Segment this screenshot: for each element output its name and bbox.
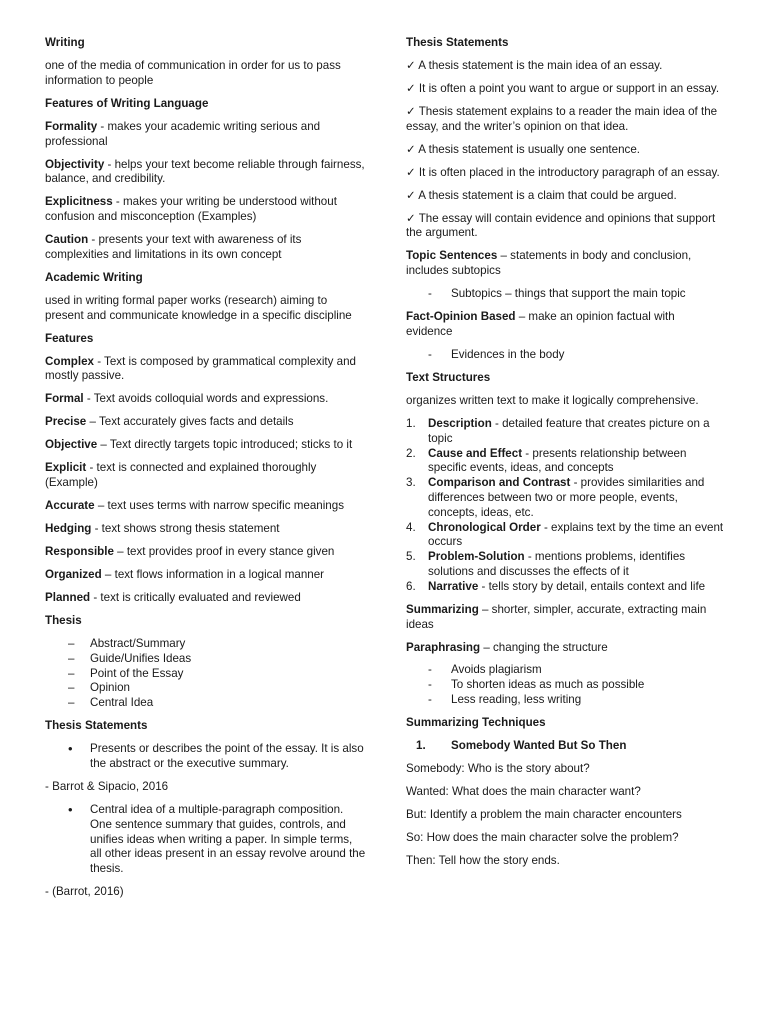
thesis-statement-bullet-2 <box>45 803 367 877</box>
feature-responsible <box>45 545 367 560</box>
summarizing <box>406 603 724 633</box>
list-item <box>406 520 724 551</box>
check-item: ✓ It is often a point you want to argue or support in an essay. <box>406 81 720 95</box>
thesis-statement-bullet-1 <box>45 742 367 772</box>
item-number: 2. <box>406 446 416 460</box>
term: Explicitness <box>45 195 113 209</box>
desc: – shorter, simpler, accurate, extracting main ideas <box>406 602 707 631</box>
academic-writing-definition: used in writing formal paper works (research) aiming to present and communicate knowledge in a specific discipline <box>45 293 352 322</box>
item-number: 6. <box>406 579 416 593</box>
desc: – text flows information in a logical manner <box>101 568 325 582</box>
term: Objectivity <box>45 157 105 171</box>
desc: - mentions problems, identifies solutions and discusses the effects of it <box>428 550 686 578</box>
list-item: - Avoids plagiarism <box>451 663 724 678</box>
paraphrasing-list <box>406 663 724 707</box>
text-structures-list <box>406 417 724 595</box>
list-item: • Central idea of a multiple-paragraph composition. One sentence summary that guides, controls, and unifies ideas when writing a paper. In simple terms, all other ideas present in an essay revolve around the thesis. <box>90 803 367 877</box>
list-item: – Guide/Unifies Ideas <box>90 652 367 667</box>
desc: – Text directly targets topic introduced; sticks to it <box>97 438 353 452</box>
feature-precise <box>45 415 367 430</box>
term: Formality <box>45 119 98 133</box>
list-item <box>406 550 724 580</box>
item-number: 3. <box>406 476 416 490</box>
term: Chronological Order <box>428 520 541 534</box>
desc: - presents relationship between specific events, ideas, and concepts <box>428 446 687 475</box>
term: Summarizing <box>406 602 479 616</box>
desc: – statements in body and conclusion, includes subtopics <box>406 249 692 278</box>
right-column <box>406 36 724 877</box>
list-item <box>406 416 724 447</box>
writing-definition: one of the media of communication in order for us to pass information to people <box>45 58 341 87</box>
term: Caution <box>45 233 89 247</box>
feature-complex <box>45 355 367 385</box>
term: Objective <box>45 438 98 452</box>
item-number: 1. <box>416 739 426 753</box>
feature-planned <box>45 591 367 606</box>
term: Hedging <box>45 522 92 536</box>
text-structures-definition: organizes written text to make it logically comprehensive. <box>406 393 699 407</box>
desc: - Text is composed by grammatical complexity and mostly passive. <box>45 354 357 383</box>
item-number: 1. <box>406 416 416 430</box>
list-item: • Presents or describes the point of the essay. It is also the abstract or the executive summary. <box>90 742 367 772</box>
technique-line: But: Identify a problem the main character encounters <box>406 808 682 821</box>
term: Responsible <box>45 545 114 559</box>
term: Problem-Solution <box>428 550 525 564</box>
fact-sub-list <box>406 348 724 363</box>
list-item: - Subtopics – things that support the main topic <box>451 287 724 302</box>
list-item <box>406 446 724 477</box>
heading-thesis-statements-left: Thesis Statements <box>45 719 148 733</box>
desc: - Text avoids colloquial words and expressions. <box>83 392 329 406</box>
check-item: ✓ A thesis statement is usually one sentence. <box>406 142 640 156</box>
feature-accurate <box>45 499 367 514</box>
term: Comparison and Contrast <box>428 476 571 490</box>
desc: – changing the structure <box>480 640 608 654</box>
check-item: ✓ It is often placed in the introductory paragraph of an essay. <box>406 165 720 179</box>
term: Precise <box>45 415 87 429</box>
desc: - helps your text become reliable through fairness, balance, and credibility. <box>45 157 365 186</box>
thesis-list <box>45 637 367 711</box>
item-number: 5. <box>406 550 416 564</box>
technique-line: Then: Tell how the story ends. <box>406 853 560 867</box>
desc: - provides similarities and differences between two or more people, events, concepts, ideas, etc. <box>428 476 705 519</box>
heading-thesis: Thesis <box>45 614 82 628</box>
heading-text-structures: Text Structures <box>406 371 491 384</box>
heading-thesis-statements-right: Thesis Statements <box>406 36 509 49</box>
technique-line: Somebody: Who is the story about? <box>406 762 590 776</box>
technique-item <box>406 739 724 754</box>
desc: – text provides proof in every stance given <box>113 545 335 559</box>
check-item: ✓ A thesis statement is the main idea of an essay. <box>406 58 663 72</box>
term: Explicit <box>45 461 87 475</box>
heading-summarizing-techniques: Summarizing Techniques <box>406 716 546 730</box>
term: Complex <box>45 354 94 368</box>
feature-explicit <box>45 461 367 491</box>
desc: - makes your writing be understood without confusion and misconception (Examples) <box>45 195 337 224</box>
desc: – make an opinion factual with evidence <box>406 310 675 339</box>
term: Planned <box>45 591 91 605</box>
term: Description <box>428 416 492 430</box>
list-item <box>406 579 724 595</box>
list-item: - Evidences in the body <box>451 348 724 363</box>
term: Fact-Opinion Based <box>406 310 516 324</box>
heading-academic-writing: Academic Writing <box>45 270 143 284</box>
desc: - text is connected and explained thoroughly (Example) <box>45 461 317 490</box>
list-item <box>406 476 724 520</box>
technique-line: Wanted: What does the main character want? <box>406 785 641 799</box>
desc: - makes your academic writing serious and professional <box>45 119 321 148</box>
feature-organized <box>45 568 367 583</box>
fact-opinion-based <box>406 310 724 340</box>
term: Organized <box>45 568 102 582</box>
check-item: ✓ A thesis statement is a claim that could be argued. <box>406 188 677 202</box>
left-column <box>45 36 367 908</box>
desc: - text shows strong thesis statement <box>91 522 280 536</box>
paraphrasing <box>406 641 724 656</box>
feature-objective <box>45 438 367 453</box>
feature-hedging <box>45 522 367 537</box>
feature-formal <box>45 392 367 407</box>
list-item: – Point of the Essay <box>90 667 367 682</box>
term: Formal <box>45 392 84 406</box>
technique-line: So: How does the main character solve the problem? <box>406 830 679 844</box>
desc: - tells story by detail, entails context and life <box>478 579 706 593</box>
citation-barrot-sipacio: - Barrot & Sipacio, 2016 <box>45 779 169 793</box>
item-number: 4. <box>406 520 416 534</box>
term: Paraphrasing <box>406 640 481 654</box>
list-item: - To shorten ideas as much as possible <box>451 678 724 693</box>
check-item: ✓ Thesis statement explains to a reader the main idea of the essay, and the writer’s opinion on that idea. <box>406 104 718 133</box>
list-item: – Abstract/Summary <box>90 637 367 652</box>
heading-writing: Writing <box>45 36 85 49</box>
term: Cause and Effect <box>428 446 523 460</box>
citation-barrot: - (Barrot, 2016) <box>45 885 124 899</box>
desc: – text uses terms with narrow specific meanings <box>94 499 344 513</box>
feature-caution <box>45 233 367 263</box>
term: Topic Sentences <box>406 249 498 263</box>
topic-sub-list <box>406 287 724 302</box>
desc: - detailed feature that creates picture on a topic <box>428 416 710 445</box>
list-item: – Central Idea <box>90 696 367 711</box>
feature-objectivity <box>45 158 367 188</box>
technique-name: Somebody Wanted But So Then <box>451 739 627 753</box>
list-item: – Opinion <box>90 681 367 696</box>
term: Accurate <box>45 499 95 513</box>
topic-sentences <box>406 249 724 279</box>
heading-features-of-writing-language: Features of Writing Language <box>45 96 209 110</box>
check-item: ✓ The essay will contain evidence and opinions that support the argument. <box>406 211 716 240</box>
term: Narrative <box>428 579 479 593</box>
desc: - explains text by the time an event occurs <box>428 520 724 549</box>
heading-features: Features <box>45 331 94 345</box>
list-item: - Less reading, less writing <box>451 693 724 708</box>
feature-formality <box>45 120 367 150</box>
feature-explicitness <box>45 195 367 225</box>
desc: – Text accurately gives facts and details <box>86 415 294 429</box>
desc: - text is critically evaluated and reviewed <box>90 591 301 605</box>
desc: - presents your text with awareness of its complexities and limitations in its own concept <box>45 233 302 261</box>
